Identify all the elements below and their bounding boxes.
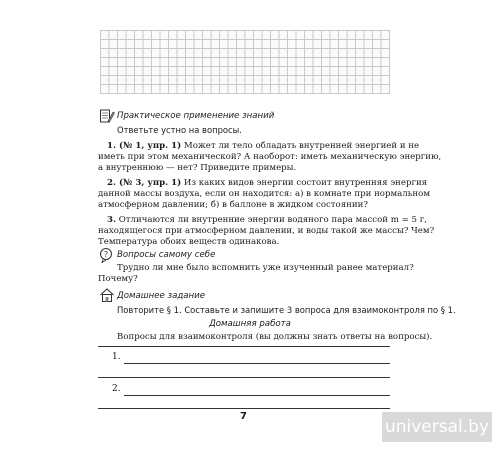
q1-line3: а внутреннюю — нет? Приведите примеры. xyxy=(98,163,297,173)
homework-title: Домашнее задание xyxy=(117,291,206,301)
notebook-pencil-icon xyxy=(99,108,115,124)
watermark: universal.by xyxy=(382,412,492,442)
q2-ref: 2. (№ 3, упр. 1) xyxy=(107,178,182,188)
answer-line[interactable] xyxy=(98,377,390,378)
thinking-head-icon xyxy=(98,247,114,263)
homework-work-intro: Вопросы для взаимоконтроля (вы должны знать ответы на вопросы). xyxy=(117,332,433,342)
q1-ref: 1. (№ 1, упр. 1) xyxy=(107,141,182,151)
practice-intro: Ответьте устно на вопросы. xyxy=(117,125,242,135)
squared-grid xyxy=(100,30,390,94)
svg-text:?: ? xyxy=(103,250,109,259)
q2-line2: данной массы воздуха, если он находится: а) в комнате при нормальном xyxy=(98,189,431,199)
q2-line1: 2. (№ 3, упр. 1) Из каких видов энергии состоит внутренняя энергия xyxy=(107,178,428,188)
self-questions-title: Вопросы самому себе xyxy=(117,250,216,260)
q1-line2: иметь при этом механической? А наоборот: иметь механическую энергию, xyxy=(98,152,442,162)
q3-line2: находящегося при атмосферном давлении, и воды такой же массы? Чем? xyxy=(98,226,435,236)
homework-task: Повторите § 1. Составьте и запишите 3 вопроса для взаимоконтроля по § 1. xyxy=(117,305,456,315)
homework-work-title: Домашняя работа xyxy=(209,319,291,329)
answer-line-2[interactable] xyxy=(124,395,390,396)
q3-line3: Температура обоих веществ одинакова. xyxy=(98,237,280,247)
q3-ref: 3. xyxy=(107,215,116,225)
q1-line1: 1. (№ 1, упр. 1) Может ли тело обладать внутренней энергией и не xyxy=(107,141,420,151)
answer-number-1: 1. xyxy=(112,352,121,362)
page-number: 7 xyxy=(240,411,247,422)
answer-line[interactable] xyxy=(98,346,390,347)
answer-number-2: 2. xyxy=(112,384,121,394)
answer-line-1[interactable] xyxy=(124,363,390,364)
self-questions-line1: Трудно ли мне было вспомнить уже изученный ранее материал? xyxy=(117,263,414,273)
answer-line[interactable] xyxy=(98,408,390,409)
q2-line3: атмосферном давлении; б) в баллоне в жидком состоянии? xyxy=(98,200,368,210)
house-icon xyxy=(99,287,115,303)
self-questions-line2: Почему? xyxy=(98,274,138,284)
practice-title: Практическое применение знаний xyxy=(117,111,275,121)
q3-line1: 3. Отличаются ли внутренние энергии водяного пара массой m = 5 г, xyxy=(107,215,427,225)
